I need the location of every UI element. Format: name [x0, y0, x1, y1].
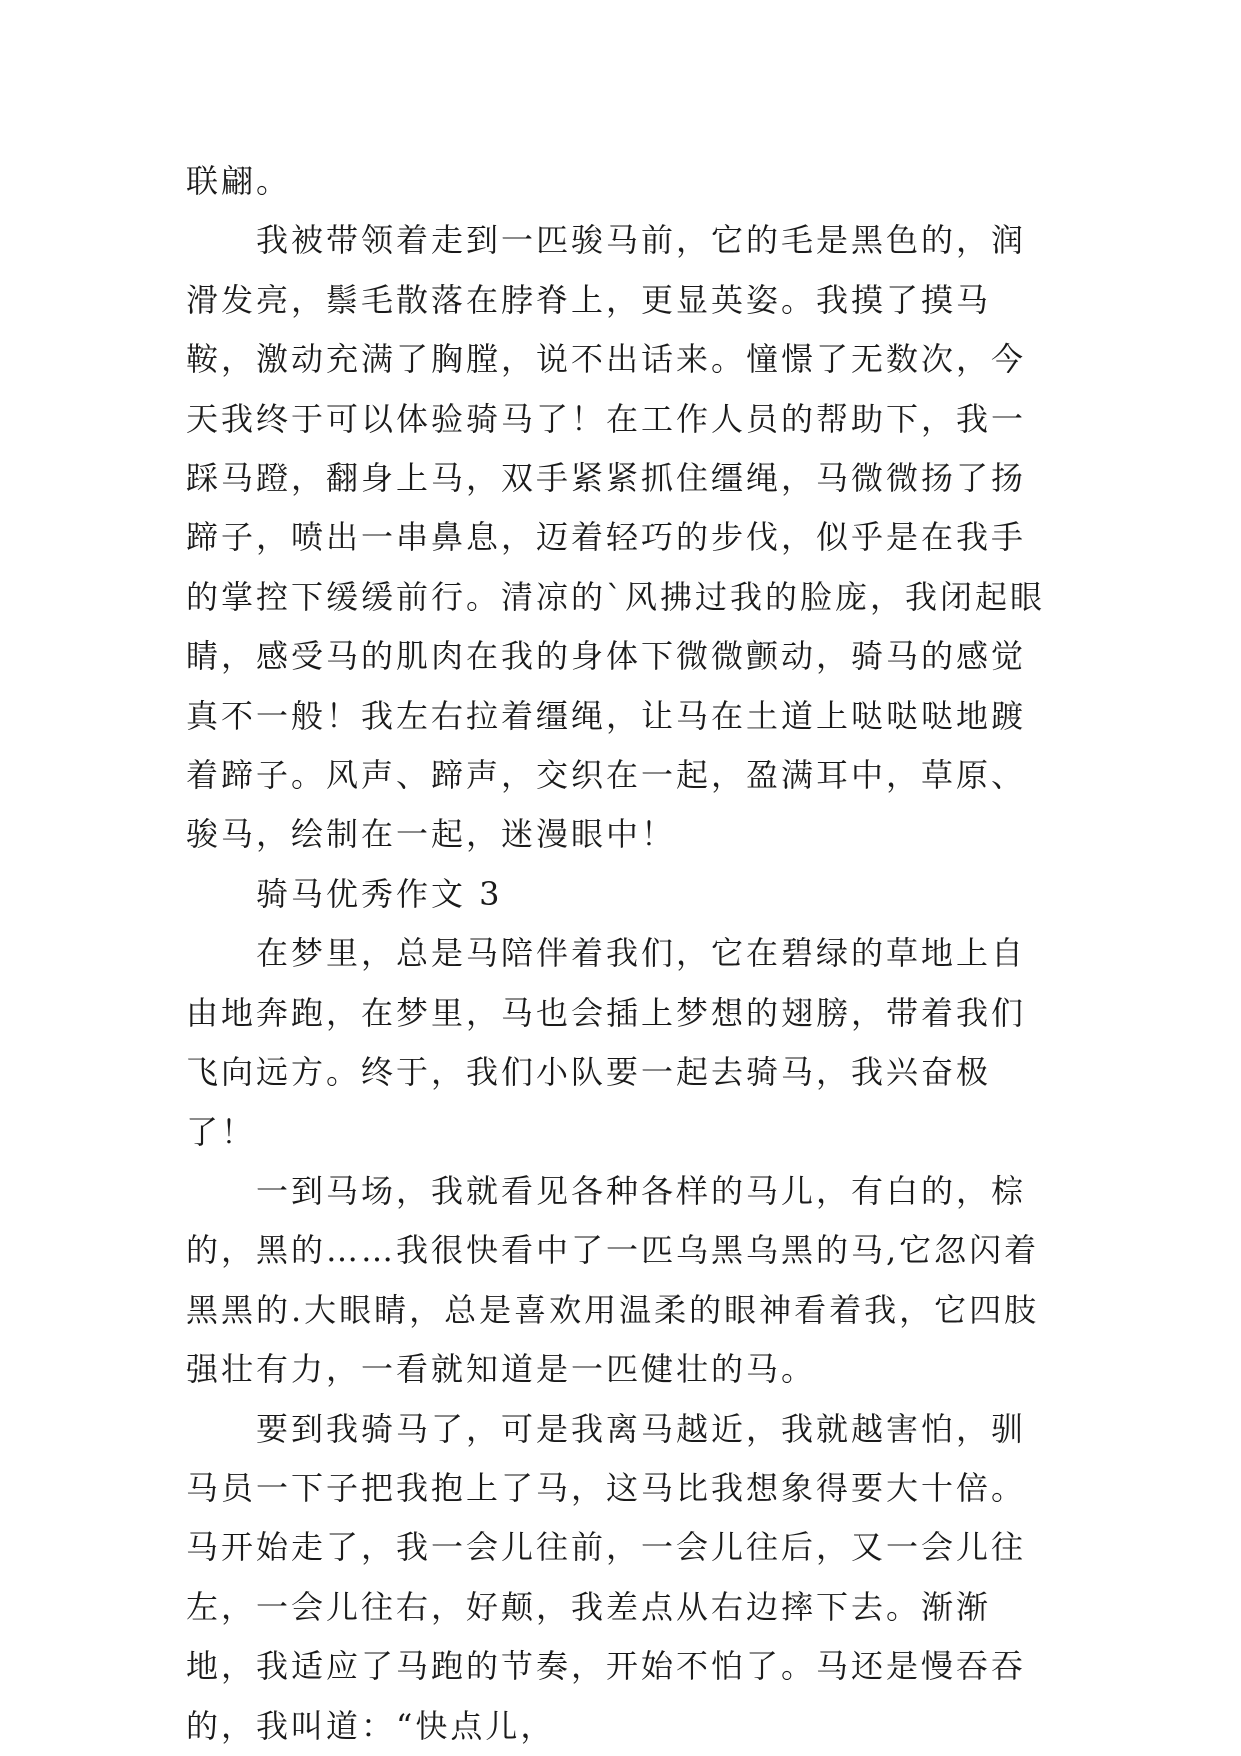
paragraph-horse-farm: 一到马场，我就看见各种各样的马儿，有白的，棕的，黑的……我很快看中了一匹乌黑乌黑的马,它忽闪着黑黑的.大眼睛，总是喜欢用温柔的眼神看着我，它四肢强壮有力，一看就知道是一匹健壮的马。	[186, 1171, 1040, 1389]
paragraph-riding-experience: 我被带领着走到一匹骏马前，它的毛是黑色的，润滑发亮，鬃毛散落在脖脊上，更显英姿。我摸了摸马鞍，激动充满了胸膛，说不出话来。憧憬了无数次，今天我终于可以体验骑马了！在工作人员的帮助下，我一踩马蹬，翻身上马，双手紧紧抓住缰绳，马微微扬了扬蹄子，喷出一串鼻息，迈着轻巧的步伐，似乎是在我手的掌控下缓缓前行。清凉的`风拂过我的脸庞，我闭起眼睛，感受马的肌肉在我的身体下微微颤动，骑马的感觉真不一般！我左右拉着缰绳，让马在土道上哒哒哒地踱着蹄子。风声、蹄声，交织在一起，盈满耳中，草原、骏马，绘制在一起，迷漫眼中！	[186, 221, 1046, 854]
paragraph-continuation: 联翩。	[186, 162, 292, 200]
paragraph-riding: 要到我骑马了，可是我离马越近，我就越害怕，驯马员一下子把我抱上了马，这马比我想象得要大十倍。马开始走了，我一会儿往前，一会儿往后，又一会儿往左，一会儿往右，好颠，我差点从右边摔下去。渐渐地，我适应了马跑的节奏，开始不怕了。马还是慢吞吞的，我叫道：“快点儿，	[186, 1409, 1027, 1745]
paragraph-dream: 在梦里，总是马陪伴着我们，它在碧绿的草地上自由地奔跑，在梦里，马也会插上梦想的翅膀，带着我们飞向远方。终于，我们小队要一起去骑马，我兴奋极了！	[186, 934, 1027, 1151]
essay-heading: 骑马优秀作文 3	[256, 874, 503, 913]
document-body	[186, 152, 1056, 1756]
